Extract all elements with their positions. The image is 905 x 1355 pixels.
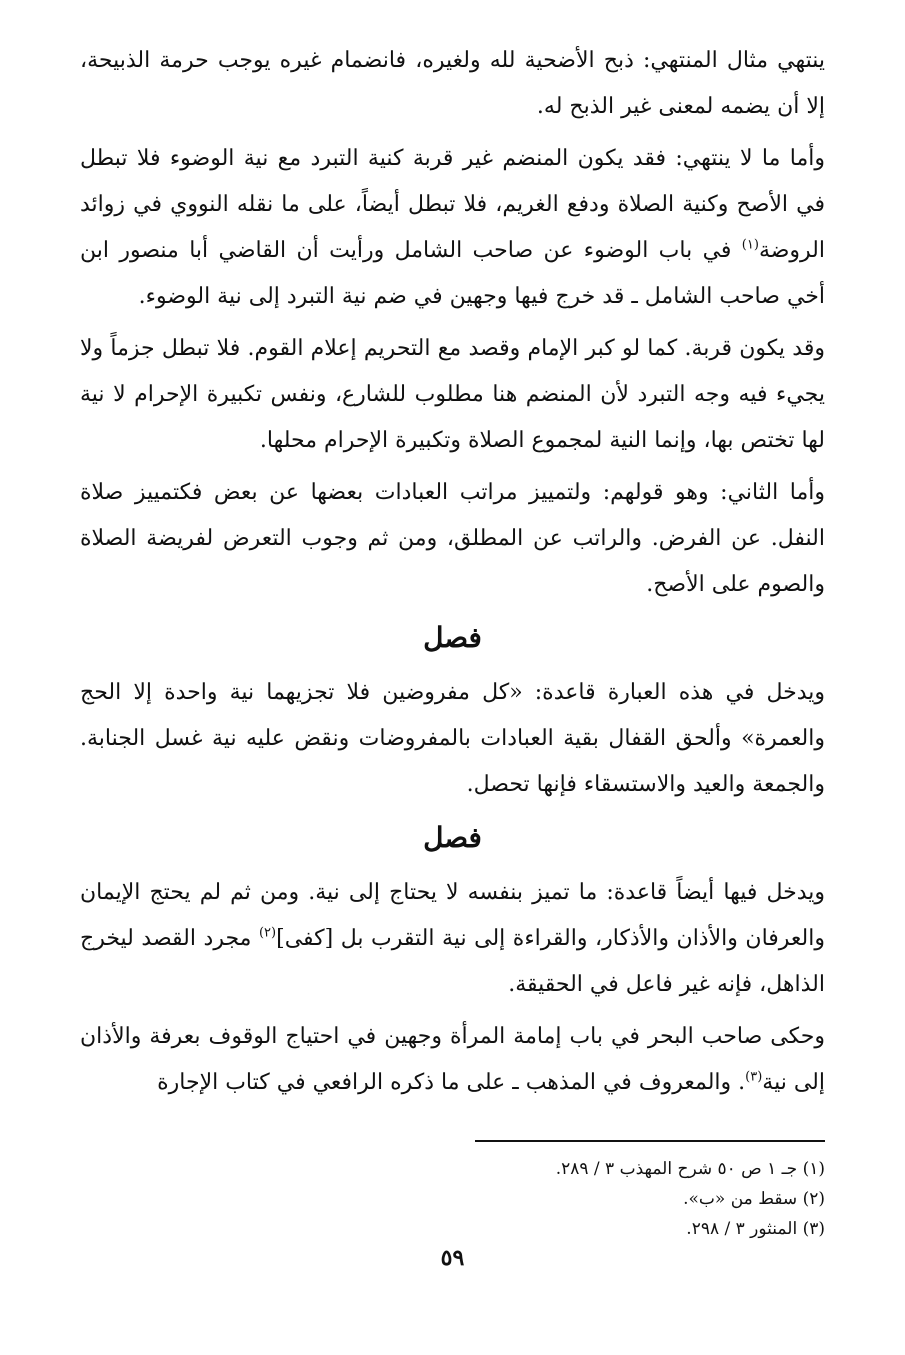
section-heading-2: فصل <box>423 821 482 854</box>
paragraph-2-text-end: في باب الوضوء عن صاحب الشامل ورأيت أن القاضي أبا منصور ابن أخي صاحب الشامل ـ قد خرج فيها وجهين في ضم نية التبرد إلى نية الوضوء. <box>80 238 825 309</box>
paragraph-7-text-start: وحكى صاحب البحر في باب إمامة المرأة وجهين في احتياج الوقوف بعرفة والأذان إلى نية <box>80 1024 825 1095</box>
paragraph-1 <box>80 38 825 130</box>
page-number: ٥٩ <box>440 1245 465 1271</box>
paragraph-7 <box>80 1014 825 1106</box>
paragraph-7-text-end: . والمعروف في المذهب ـ على ما ذكره الرافعي في كتاب الإجارة <box>157 1070 746 1095</box>
paragraph-4-text: وأما الثاني: وهو قولهم: ولتمييز مراتب العبادات بعضها عن بعض فكتمييز صلاة النفل. عن الفرض. والراتب عن المطلق، ومن ثم وجوب التعرض لفريضة الصلاة والصوم على الأصح. <box>80 480 825 597</box>
footnote-separator <box>475 1140 825 1142</box>
paragraph-1-text: ينتهي مثال المنتهي: ذبح الأضحية لله ولغيره، فانضمام غيره يوجب حرمة الذبيحة، إلا أن يضمه لمعنى غير الذبح له. <box>80 48 825 119</box>
paragraph-2-text-start: وأما ما لا ينتهي: فقد يكون المنضم غير قربة كنية التبرد مع نية الوضوء فلا تبطل في الأصح وكنية الصلاة ودفع الغريم، فلا تبطل أيضاً، على ما نقله النووي في زوائد الروضة <box>80 146 825 263</box>
paragraph-5-text: ويدخل في هذه العبارة قاعدة: «كل مفروضين فلا تجزيهما نية واحدة إلا الحج والعمرة» وألحق القفال بقية العبادات بالمفروضات ونقض عليه نية غسل الجنابة. والجمعة والعيد والاستسقاء فإنها تحصل. <box>80 680 825 797</box>
paragraph-2 <box>80 136 825 320</box>
footnote-3: (٣) المنثور ٣ / ٢٩٨. <box>686 1219 825 1239</box>
paragraph-4 <box>80 470 825 608</box>
paragraph-6 <box>80 870 825 1008</box>
footnote-1: (١) جـ ١ ص ٥٠ شرح المهذب ٣ / ٢٨٩. <box>555 1159 825 1179</box>
paragraph-6-text-start: ويدخل فيها أيضاً قاعدة: ما تميز بنفسه لا يحتاج إلى نية. ومن ثم لم يحتج الإيمان والعرفان والأذان والأذكار، والقراءة إلى نية التقرب بل [كفى] <box>80 880 826 951</box>
paragraph-3-text: وقد يكون قربة. كما لو كبر الإمام وقصد مع التحريم إعلام القوم. فلا تبطل جزماً ولا يجيء فيه وجه التبرد لأن المنضم هنا مطلوب للشارع، ونفس تكبيرة الإحرام لا نية لها تختص بها، وإنما النية لمجموع الصلاة وتكبيرة الإحرام محلها. <box>80 336 825 453</box>
footnote-ref-3: (٣) <box>745 1069 763 1085</box>
paragraph-5 <box>80 670 825 808</box>
section-heading-1: فصل <box>423 621 482 654</box>
paragraph-3 <box>80 326 825 464</box>
paragraph-6-text-end: مجرد القصد ليخرج الذاهل، فإنه غير فاعل في الحقيقة. <box>80 926 825 997</box>
footnote-2: (٢) سقط من «ب». <box>683 1189 825 1209</box>
footnote-ref-1: (١) <box>741 237 759 253</box>
footnote-ref-2: (٢) <box>258 925 277 941</box>
